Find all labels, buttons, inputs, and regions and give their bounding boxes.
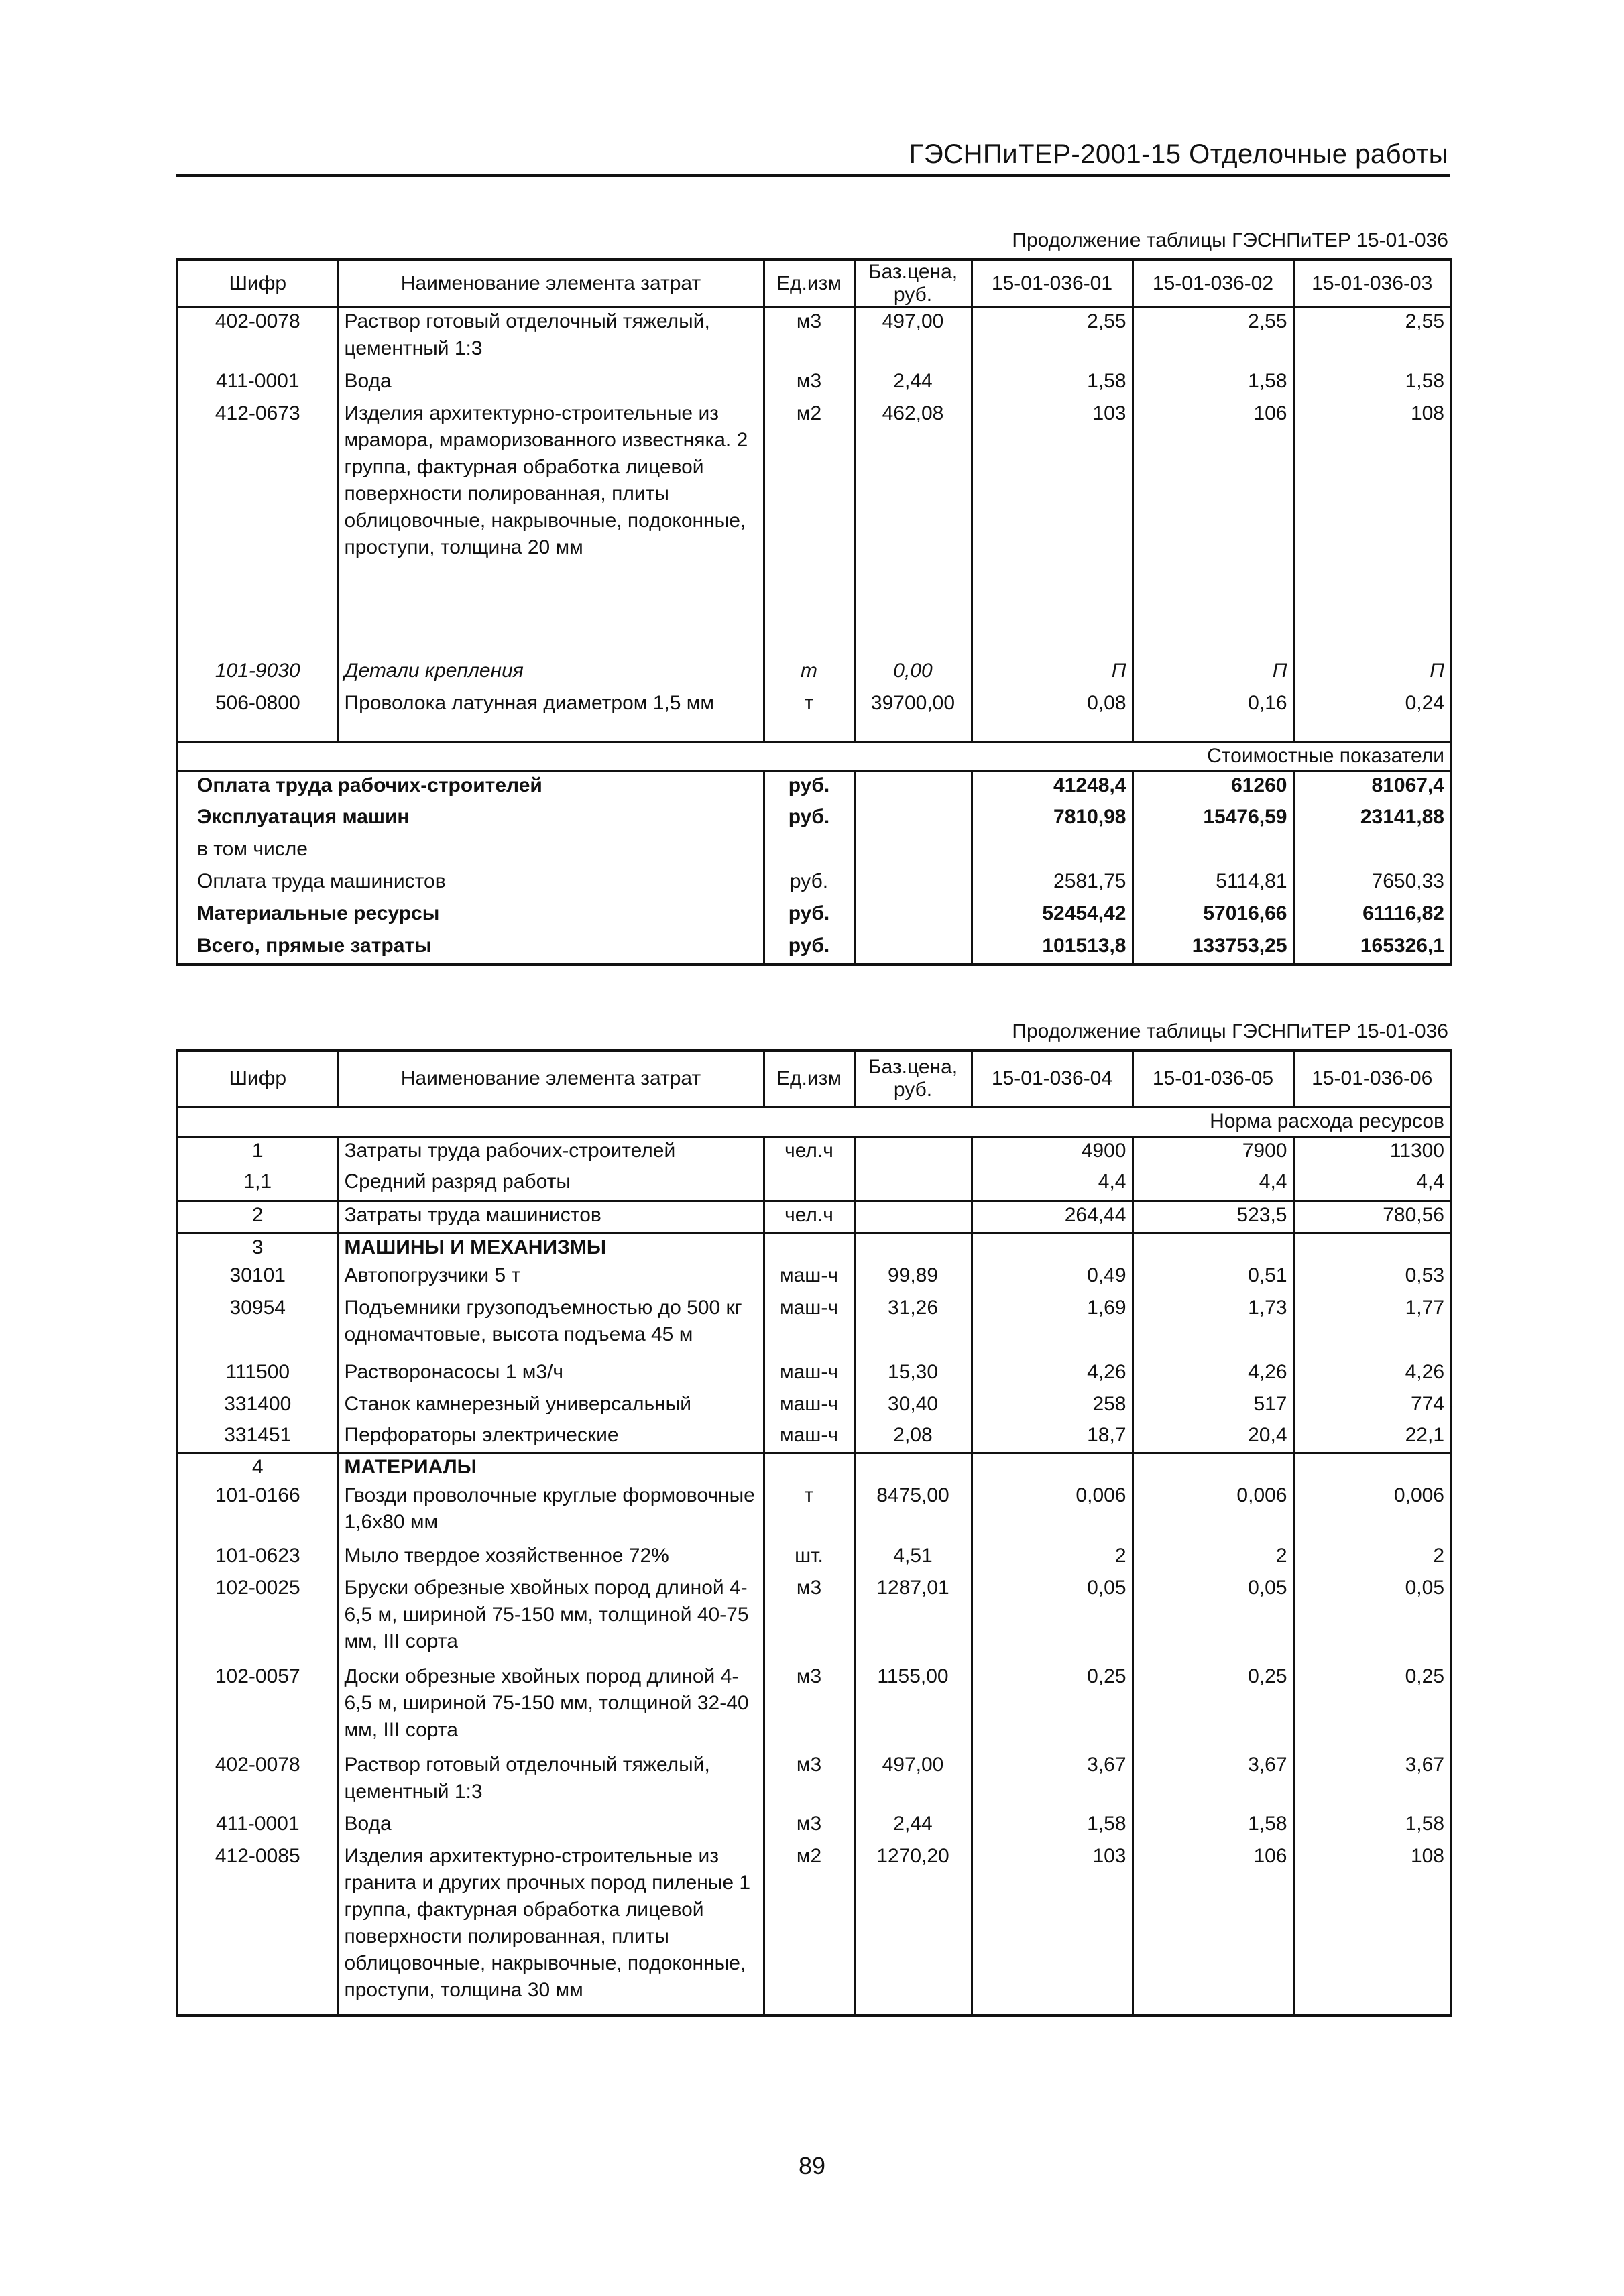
summary-name: Материальные ресурсы xyxy=(177,900,764,932)
row-name: Перфораторы электрические xyxy=(338,1422,764,1453)
summary-value-01 xyxy=(972,836,1133,868)
row-name: Затраты труда рабочих-строителей xyxy=(338,1136,764,1168)
summary-value-01: 7810,98 xyxy=(972,804,1133,836)
row-value-05: 1,73 xyxy=(1133,1294,1293,1359)
row-code: 506-0800 xyxy=(177,690,338,742)
col-header-15-01-036-03: 15-01-036-03 xyxy=(1293,259,1451,308)
row-value-05 xyxy=(1133,1453,1293,1482)
table1-caption: Продолжение таблицы ГЭСНПиТЕР 15-01-036 xyxy=(1012,229,1448,251)
resource-norm-band xyxy=(177,1107,1451,1136)
summary-base-price xyxy=(854,932,972,965)
row-code: 101-0166 xyxy=(177,1482,338,1543)
cost-indicators-band xyxy=(177,742,1451,772)
row-base-price: 8475,00 xyxy=(854,1482,972,1543)
summary-row xyxy=(177,900,1451,932)
row-value-05: 7900 xyxy=(1133,1136,1293,1168)
row-value-05: 2 xyxy=(1133,1543,1293,1575)
row-unit: маш-ч xyxy=(764,1262,854,1294)
col-header-15-01-036-02: 15-01-036-02 xyxy=(1133,259,1293,308)
row-value-06: 4,4 xyxy=(1293,1168,1451,1201)
table-row xyxy=(177,690,1451,742)
row-value-06: 11300 xyxy=(1293,1136,1451,1168)
col-header-base-price: Баз.цена, руб. xyxy=(854,1050,972,1107)
summary-unit: руб. xyxy=(764,868,854,900)
row-base-price: 497,00 xyxy=(854,1752,972,1811)
table-row xyxy=(177,368,1451,400)
summary-value-01: 52454,42 xyxy=(972,900,1133,932)
summary-value-01: 101513,8 xyxy=(972,932,1133,965)
row-value-06: 1,77 xyxy=(1293,1294,1451,1359)
summary-value-03: 23141,88 xyxy=(1293,804,1451,836)
col-header-code: Шифр xyxy=(177,1050,338,1107)
row-code: 412-0085 xyxy=(177,1843,338,2016)
table-row xyxy=(177,1752,1451,1811)
row-name: Раствор готовый отделочный тяжелый, цементный 1:3 xyxy=(338,308,764,368)
row-value-01: 103 xyxy=(972,400,1133,658)
row-unit xyxy=(764,1453,854,1482)
row-unit: маш-ч xyxy=(764,1391,854,1422)
row-value-04: 1,58 xyxy=(972,1811,1133,1843)
cost-indicators-label: Стоимостные показатели xyxy=(177,742,1451,772)
document-header-title: ГЭСНПиТЕР-2001-15 Отделочные работы xyxy=(909,139,1448,169)
col-header-15-01-036-04: 15-01-036-04 xyxy=(972,1050,1133,1107)
summary-value-02: 61260 xyxy=(1133,772,1293,804)
header-rule xyxy=(176,174,1450,177)
row-name: Гвозди проволочные круглые формовочные 1,6х80 мм xyxy=(338,1482,764,1543)
row-code: 101-0623 xyxy=(177,1543,338,1575)
row-value-06: 0,53 xyxy=(1293,1262,1451,1294)
row-base-price: 497,00 xyxy=(854,308,972,368)
row-code: 102-0057 xyxy=(177,1663,338,1752)
row-base-price: 1155,00 xyxy=(854,1663,972,1752)
row-value-06: 22,1 xyxy=(1293,1422,1451,1453)
row-code: 1,1 xyxy=(177,1168,338,1201)
summary-name: в том числе xyxy=(177,836,764,868)
summary-unit: руб. xyxy=(764,772,854,804)
summary-name: Эксплуатация машин xyxy=(177,804,764,836)
row-value-05: 20,4 xyxy=(1133,1422,1293,1453)
row-base-price: 0,00 xyxy=(854,658,972,690)
row-value-05: 0,05 xyxy=(1133,1575,1293,1663)
row-value-04: 0,006 xyxy=(972,1482,1133,1543)
table-row xyxy=(177,658,1451,690)
row-value-01: П xyxy=(972,658,1133,690)
row-value-05: 3,67 xyxy=(1133,1752,1293,1811)
summary-row xyxy=(177,772,1451,804)
row-value-06: 2 xyxy=(1293,1543,1451,1575)
row-base-price: 462,08 xyxy=(854,400,972,658)
row-base-price: 2,08 xyxy=(854,1422,972,1453)
row-base-price: 2,44 xyxy=(854,368,972,400)
row-unit: т xyxy=(764,690,854,742)
summary-value-03: 81067,4 xyxy=(1293,772,1451,804)
row-value-04: 103 xyxy=(972,1843,1133,2016)
row-value-01: 2,55 xyxy=(972,308,1133,368)
summary-value-02 xyxy=(1133,836,1293,868)
row-unit: м3 xyxy=(764,1663,854,1752)
summary-value-03: 7650,33 xyxy=(1293,868,1451,900)
row-code: 411-0001 xyxy=(177,368,338,400)
row-value-05: 4,26 xyxy=(1133,1359,1293,1391)
row-value-05: 0,006 xyxy=(1133,1482,1293,1543)
table-row xyxy=(177,1391,1451,1422)
row-unit xyxy=(764,1233,854,1262)
col-header-unit: Ед.изм xyxy=(764,1050,854,1107)
row-base-price: 31,26 xyxy=(854,1294,972,1359)
row-value-02: 2,55 xyxy=(1133,308,1293,368)
row-value-05: 4,4 xyxy=(1133,1168,1293,1201)
page-number: 89 xyxy=(798,2152,826,2179)
summary-row xyxy=(177,804,1451,836)
row-value-03: 2,55 xyxy=(1293,308,1451,368)
row-code: 402-0078 xyxy=(177,308,338,368)
row-base-price: 4,51 xyxy=(854,1543,972,1575)
row-name: МАШИНЫ И МЕХАНИЗМЫ xyxy=(338,1233,764,1262)
row-code: 331400 xyxy=(177,1391,338,1422)
row-value-05: 0,25 xyxy=(1133,1663,1293,1752)
summary-base-price xyxy=(854,868,972,900)
row-base-price xyxy=(854,1201,972,1233)
table-row xyxy=(177,1843,1451,2016)
row-base-price xyxy=(854,1233,972,1262)
row-base-price: 1287,01 xyxy=(854,1575,972,1663)
summary-row xyxy=(177,868,1451,900)
row-unit xyxy=(764,1168,854,1201)
row-value-05: 106 xyxy=(1133,1843,1293,2016)
row-value-06: 108 xyxy=(1293,1843,1451,2016)
col-header-code: Шифр xyxy=(177,259,338,308)
row-code: 101-9030 xyxy=(177,658,338,690)
summary-base-price xyxy=(854,900,972,932)
row-code: 411-0001 xyxy=(177,1811,338,1843)
row-value-02: П xyxy=(1133,658,1293,690)
summary-value-03: 61116,82 xyxy=(1293,900,1451,932)
summary-unit: руб. xyxy=(764,804,854,836)
row-unit: м3 xyxy=(764,308,854,368)
summary-value-01: 41248,4 xyxy=(972,772,1133,804)
row-value-06: 774 xyxy=(1293,1391,1451,1422)
row-value-03: 108 xyxy=(1293,400,1451,658)
summary-name: Оплата труда машинистов xyxy=(177,868,764,900)
row-value-04: 0,49 xyxy=(972,1262,1133,1294)
col-header-15-01-036-05: 15-01-036-05 xyxy=(1133,1050,1293,1107)
row-value-03: 1,58 xyxy=(1293,368,1451,400)
row-value-04: 0,05 xyxy=(972,1575,1133,1663)
row-code: 30101 xyxy=(177,1262,338,1294)
row-code: 1 xyxy=(177,1136,338,1168)
row-value-01: 1,58 xyxy=(972,368,1133,400)
row-value-06 xyxy=(1293,1453,1451,1482)
row-unit: м3 xyxy=(764,1575,854,1663)
row-name: Изделия архитектурно-строительные из гранита и других прочных пород пиленые 1 группа, фактурная обработка лицевой поверхности полированная, плиты облицовочные, накрывочные, подоконные, проступи, толщина 30 мм xyxy=(338,1843,764,2016)
row-value-06 xyxy=(1293,1233,1451,1262)
row-value-02: 1,58 xyxy=(1133,368,1293,400)
row-base-price: 1270,20 xyxy=(854,1843,972,2016)
row-unit: маш-ч xyxy=(764,1359,854,1391)
summary-name: Оплата труда рабочих-строителей xyxy=(177,772,764,804)
resource-norm-label: Норма расхода ресурсов xyxy=(177,1107,1451,1136)
summary-base-price xyxy=(854,804,972,836)
row-name: МАТЕРИАЛЫ xyxy=(338,1453,764,1482)
row-name: Проволока латунная диаметром 1,5 мм xyxy=(338,690,764,742)
row-value-04: 264,44 xyxy=(972,1201,1133,1233)
section-row-machines xyxy=(177,1233,1451,1262)
row-code: 402-0078 xyxy=(177,1752,338,1811)
row-code: 30954 xyxy=(177,1294,338,1359)
row-unit: т xyxy=(764,1482,854,1543)
row-value-01: 0,08 xyxy=(972,690,1133,742)
summary-value-01: 2581,75 xyxy=(972,868,1133,900)
table-row xyxy=(177,1168,1451,1201)
row-code: 3 xyxy=(177,1233,338,1262)
table-row xyxy=(177,308,1451,368)
row-unit: м3 xyxy=(764,1811,854,1843)
summary-row xyxy=(177,836,1451,868)
row-value-06: 780,56 xyxy=(1293,1201,1451,1233)
row-value-02: 0,16 xyxy=(1133,690,1293,742)
row-base-price xyxy=(854,1453,972,1482)
table2 xyxy=(176,1049,1452,2017)
row-name: Автопогрузчики 5 т xyxy=(338,1262,764,1294)
row-name: Средний разряд работы xyxy=(338,1168,764,1201)
row-value-04: 2 xyxy=(972,1543,1133,1575)
summary-value-02: 133753,25 xyxy=(1133,932,1293,965)
table-row xyxy=(177,1359,1451,1391)
row-name: Мыло твердое хозяйственное 72% xyxy=(338,1543,764,1575)
row-value-04: 0,25 xyxy=(972,1663,1133,1752)
table-row xyxy=(177,1201,1451,1233)
table-row xyxy=(177,1543,1451,1575)
row-value-06: 1,58 xyxy=(1293,1811,1451,1843)
summary-base-price xyxy=(854,772,972,804)
table-row xyxy=(177,1663,1451,1752)
row-code: 111500 xyxy=(177,1359,338,1391)
summary-value-02: 57016,66 xyxy=(1133,900,1293,932)
row-name: Вода xyxy=(338,368,764,400)
row-unit: м3 xyxy=(764,368,854,400)
row-unit: чел.ч xyxy=(764,1201,854,1233)
row-base-price: 15,30 xyxy=(854,1359,972,1391)
row-value-05 xyxy=(1133,1233,1293,1262)
table-row xyxy=(177,1575,1451,1663)
table2-header-row xyxy=(177,1050,1451,1107)
summary-value-02: 5114,81 xyxy=(1133,868,1293,900)
col-header-15-01-036-01: 15-01-036-01 xyxy=(972,259,1133,308)
row-code: 2 xyxy=(177,1201,338,1233)
table-row xyxy=(177,1294,1451,1359)
summary-value-02: 15476,59 xyxy=(1133,804,1293,836)
row-value-06: 0,006 xyxy=(1293,1482,1451,1543)
row-base-price xyxy=(854,1136,972,1168)
table-row xyxy=(177,1262,1451,1294)
row-value-04: 4,4 xyxy=(972,1168,1133,1201)
row-value-04: 4900 xyxy=(972,1136,1133,1168)
row-value-06: 4,26 xyxy=(1293,1359,1451,1391)
row-unit: т xyxy=(764,658,854,690)
row-value-04 xyxy=(972,1233,1133,1262)
table-row xyxy=(177,400,1451,658)
row-base-price: 2,44 xyxy=(854,1811,972,1843)
table-row xyxy=(177,1811,1451,1843)
col-header-unit: Ед.изм xyxy=(764,259,854,308)
row-name: Изделия архитектурно-строительные из мрамора, мраморизованного известняка. 2 группа, фактурная обработка лицевой поверхности полированная, плиты облицовочные, накрывочные, подоконные, проступи, толщина 20 мм xyxy=(338,400,764,658)
row-base-price: 39700,00 xyxy=(854,690,972,742)
table1-header-row xyxy=(177,259,1451,308)
row-name: Растворонасосы 1 м3/ч xyxy=(338,1359,764,1391)
row-name: Доски обрезные хвойных пород длиной 4-6,5 м, шириной 75-150 мм, толщиной 32-40 мм, III сорта xyxy=(338,1663,764,1752)
summary-value-03: 165326,1 xyxy=(1293,932,1451,965)
table1 xyxy=(176,258,1452,966)
row-value-02: 106 xyxy=(1133,400,1293,658)
row-unit: м2 xyxy=(764,400,854,658)
row-value-03: П xyxy=(1293,658,1451,690)
row-base-price: 99,89 xyxy=(854,1262,972,1294)
summary-value-03 xyxy=(1293,836,1451,868)
table-row xyxy=(177,1422,1451,1453)
row-value-04: 3,67 xyxy=(972,1752,1133,1811)
row-value-04: 4,26 xyxy=(972,1359,1133,1391)
row-name: Подъемники грузоподъемностью до 500 кг одномачтовые, высота подъема 45 м xyxy=(338,1294,764,1359)
row-unit: м2 xyxy=(764,1843,854,2016)
row-base-price xyxy=(854,1168,972,1201)
row-unit: м3 xyxy=(764,1752,854,1811)
row-name: Бруски обрезные хвойных пород длиной 4-6,5 м, шириной 75-150 мм, толщиной 40-75 мм, III сорта xyxy=(338,1575,764,1663)
row-value-05: 523,5 xyxy=(1133,1201,1293,1233)
col-header-name: Наименование элемента затрат xyxy=(338,259,764,308)
row-value-05: 0,51 xyxy=(1133,1262,1293,1294)
row-unit: шт. xyxy=(764,1543,854,1575)
row-unit: чел.ч xyxy=(764,1136,854,1168)
summary-base-price xyxy=(854,836,972,868)
row-unit: маш-ч xyxy=(764,1422,854,1453)
row-unit: маш-ч xyxy=(764,1294,854,1359)
row-code: 4 xyxy=(177,1453,338,1482)
summary-name: Всего, прямые затраты xyxy=(177,932,764,965)
row-code: 412-0673 xyxy=(177,400,338,658)
row-code: 102-0025 xyxy=(177,1575,338,1663)
col-header-15-01-036-06: 15-01-036-06 xyxy=(1293,1050,1451,1107)
table-row xyxy=(177,1482,1451,1543)
row-value-05: 517 xyxy=(1133,1391,1293,1422)
row-code: 331451 xyxy=(177,1422,338,1453)
col-header-name: Наименование элемента затрат xyxy=(338,1050,764,1107)
summary-unit: руб. xyxy=(764,932,854,965)
row-value-04: 258 xyxy=(972,1391,1133,1422)
row-value-06: 3,67 xyxy=(1293,1752,1451,1811)
row-value-06: 0,05 xyxy=(1293,1575,1451,1663)
row-value-04 xyxy=(972,1453,1133,1482)
summary-row xyxy=(177,932,1451,965)
col-header-base-price: Баз.цена, руб. xyxy=(854,259,972,308)
row-base-price: 30,40 xyxy=(854,1391,972,1422)
row-value-03: 0,24 xyxy=(1293,690,1451,742)
table-row xyxy=(177,1136,1451,1168)
row-name: Затраты труда машинистов xyxy=(338,1201,764,1233)
section-row-materials xyxy=(177,1453,1451,1482)
row-name: Раствор готовый отделочный тяжелый, цементный 1:3 xyxy=(338,1752,764,1811)
row-name: Детали крепления xyxy=(338,658,764,690)
row-value-06: 0,25 xyxy=(1293,1663,1451,1752)
summary-unit xyxy=(764,836,854,868)
row-name: Станок камнерезный универсальный xyxy=(338,1391,764,1422)
row-name: Вода xyxy=(338,1811,764,1843)
summary-unit: руб. xyxy=(764,900,854,932)
row-value-04: 1,69 xyxy=(972,1294,1133,1359)
table2-caption: Продолжение таблицы ГЭСНПиТЕР 15-01-036 xyxy=(1012,1020,1448,1042)
row-value-04: 18,7 xyxy=(972,1422,1133,1453)
row-value-05: 1,58 xyxy=(1133,1811,1293,1843)
